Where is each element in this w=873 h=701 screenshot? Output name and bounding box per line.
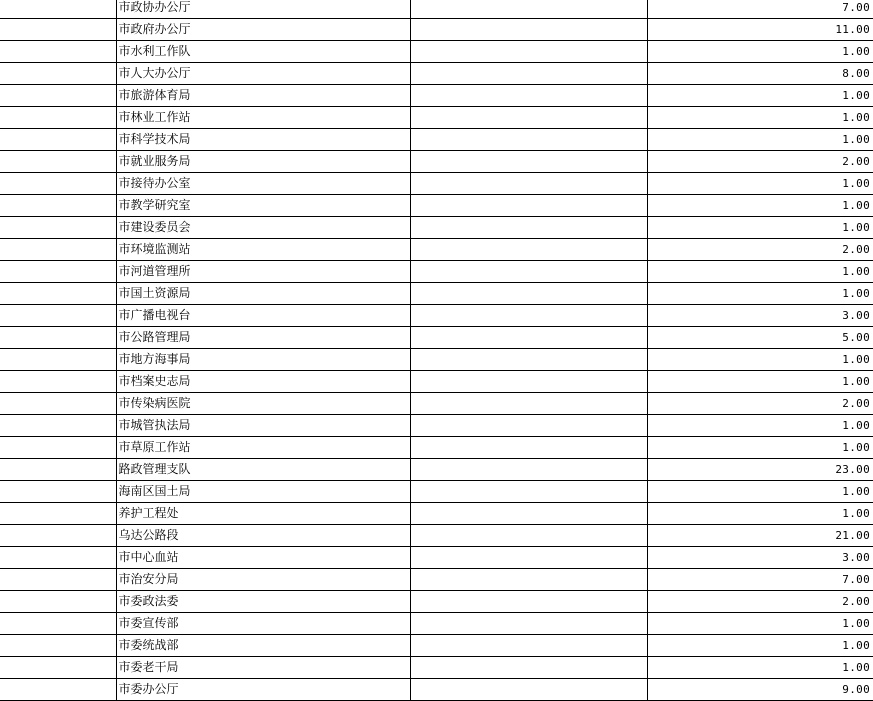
department-name-cell[interactable]: 市河道管理所: [116, 261, 410, 283]
empty-cell[interactable]: [0, 349, 116, 371]
empty-cell[interactable]: [410, 327, 647, 349]
amount-cell[interactable]: 1.00: [647, 195, 873, 217]
empty-cell[interactable]: [0, 547, 116, 569]
amount-cell[interactable]: 1.00: [647, 173, 873, 195]
empty-cell[interactable]: [410, 151, 647, 173]
department-name-cell[interactable]: 市城管执法局: [116, 415, 410, 437]
amount-cell[interactable]: 9.00: [647, 679, 873, 701]
empty-cell[interactable]: [0, 679, 116, 701]
empty-cell[interactable]: [410, 239, 647, 261]
department-name-cell[interactable]: 海南区国土局: [116, 481, 410, 503]
department-name-cell[interactable]: 市旅游体育局: [116, 85, 410, 107]
empty-cell[interactable]: [0, 371, 116, 393]
empty-cell[interactable]: [410, 85, 647, 107]
empty-cell[interactable]: [0, 217, 116, 239]
department-name-cell[interactable]: 市建设委员会: [116, 217, 410, 239]
empty-cell[interactable]: [0, 591, 116, 613]
empty-cell[interactable]: [410, 437, 647, 459]
table-row: [0, 0, 873, 19]
table-row: [0, 503, 873, 525]
department-name-cell[interactable]: 市政府办公厅: [116, 19, 410, 41]
amount-cell[interactable]: 1.00: [647, 107, 873, 129]
empty-cell[interactable]: [410, 657, 647, 679]
table-row: [0, 283, 873, 305]
department-name-cell[interactable]: 市档案史志局: [116, 371, 410, 393]
table-row: [0, 657, 873, 679]
amount-cell[interactable]: 1.00: [647, 371, 873, 393]
table-row: [0, 217, 873, 239]
empty-cell[interactable]: [410, 481, 647, 503]
amount-cell[interactable]: 1.00: [647, 261, 873, 283]
table-row: [0, 63, 873, 85]
empty-cell[interactable]: [0, 569, 116, 591]
table-row: [0, 679, 873, 701]
empty-cell[interactable]: [410, 283, 647, 305]
table-row: [0, 635, 873, 657]
amount-cell[interactable]: 1.00: [647, 635, 873, 657]
empty-cell[interactable]: [0, 613, 116, 635]
empty-cell[interactable]: [0, 481, 116, 503]
department-name-cell[interactable]: 市科学技术局: [116, 129, 410, 151]
empty-cell[interactable]: [0, 107, 116, 129]
empty-cell[interactable]: [0, 327, 116, 349]
empty-cell[interactable]: [0, 437, 116, 459]
table-row: [0, 107, 873, 129]
empty-cell[interactable]: [410, 261, 647, 283]
empty-cell[interactable]: [410, 679, 647, 701]
empty-cell[interactable]: [0, 85, 116, 107]
amount-cell[interactable]: 7.00: [647, 0, 873, 19]
amount-cell[interactable]: 1.00: [647, 85, 873, 107]
amount-cell[interactable]: 1.00: [647, 129, 873, 151]
empty-cell[interactable]: [410, 569, 647, 591]
empty-cell[interactable]: [0, 415, 116, 437]
table-row: [0, 239, 873, 261]
empty-cell[interactable]: [0, 195, 116, 217]
department-name-cell[interactable]: 市传染病医院: [116, 393, 410, 415]
empty-cell[interactable]: [410, 349, 647, 371]
department-name-cell[interactable]: 市治安分局: [116, 569, 410, 591]
department-name-cell[interactable]: 市人大办公厅: [116, 63, 410, 85]
amount-cell[interactable]: 11.00: [647, 19, 873, 41]
table-row: [0, 591, 873, 613]
table-row: [0, 371, 873, 393]
empty-cell[interactable]: [410, 129, 647, 151]
department-name-cell[interactable]: 市草原工作站: [116, 437, 410, 459]
table-row: [0, 415, 873, 437]
empty-cell[interactable]: [410, 591, 647, 613]
empty-cell[interactable]: [0, 0, 116, 19]
department-name-cell[interactable]: 市林业工作站: [116, 107, 410, 129]
table-row: [0, 19, 873, 41]
department-name-cell[interactable]: 市委政法委: [116, 591, 410, 613]
empty-cell[interactable]: [0, 525, 116, 547]
department-name-cell[interactable]: 市国土资源局: [116, 283, 410, 305]
department-name-cell[interactable]: 市政协办公厅: [116, 0, 410, 19]
empty-cell[interactable]: [410, 19, 647, 41]
table-row: [0, 393, 873, 415]
empty-cell[interactable]: [410, 547, 647, 569]
empty-cell[interactable]: [410, 107, 647, 129]
empty-cell[interactable]: [410, 0, 647, 19]
table-row: [0, 261, 873, 283]
department-name-cell[interactable]: 市环境监测站: [116, 239, 410, 261]
amount-cell[interactable]: 23.00: [647, 459, 873, 481]
department-name-cell[interactable]: 养护工程处: [116, 503, 410, 525]
empty-cell[interactable]: [0, 261, 116, 283]
department-name-cell[interactable]: 市就业服务局: [116, 151, 410, 173]
empty-cell[interactable]: [0, 63, 116, 85]
table-row: [0, 547, 873, 569]
amount-cell[interactable]: 2.00: [647, 239, 873, 261]
empty-cell[interactable]: [0, 41, 116, 63]
empty-cell[interactable]: [410, 635, 647, 657]
table-row: [0, 481, 873, 503]
empty-cell[interactable]: [410, 217, 647, 239]
amount-cell[interactable]: 5.00: [647, 327, 873, 349]
empty-cell[interactable]: [0, 305, 116, 327]
table-row: [0, 459, 873, 481]
amount-cell[interactable]: 2.00: [647, 591, 873, 613]
amount-cell[interactable]: 2.00: [647, 151, 873, 173]
amount-cell[interactable]: 1.00: [647, 349, 873, 371]
amount-cell[interactable]: 3.00: [647, 305, 873, 327]
table-row: [0, 85, 873, 107]
empty-cell[interactable]: [410, 305, 647, 327]
empty-cell[interactable]: [0, 657, 116, 679]
amount-cell[interactable]: 21.00: [647, 525, 873, 547]
department-name-cell[interactable]: 市公路管理局: [116, 327, 410, 349]
amount-cell[interactable]: 3.00: [647, 547, 873, 569]
empty-cell[interactable]: [410, 613, 647, 635]
amount-cell[interactable]: 1.00: [647, 481, 873, 503]
department-name-cell[interactable]: 市教学研究室: [116, 195, 410, 217]
amount-cell[interactable]: 1.00: [647, 41, 873, 63]
table-row: [0, 195, 873, 217]
empty-cell[interactable]: [410, 173, 647, 195]
empty-cell[interactable]: [410, 503, 647, 525]
department-name-cell[interactable]: 市委办公厅: [116, 679, 410, 701]
empty-cell[interactable]: [410, 415, 647, 437]
empty-cell[interactable]: [410, 63, 647, 85]
empty-cell[interactable]: [410, 41, 647, 63]
empty-cell[interactable]: [0, 503, 116, 525]
table-row: [0, 327, 873, 349]
empty-cell[interactable]: [0, 239, 116, 261]
department-name-cell[interactable]: 市中心血站: [116, 547, 410, 569]
empty-cell[interactable]: [410, 459, 647, 481]
department-name-cell[interactable]: 市水利工作队: [116, 41, 410, 63]
empty-cell[interactable]: [0, 129, 116, 151]
table-row: [0, 525, 873, 547]
empty-cell[interactable]: [0, 283, 116, 305]
amount-cell[interactable]: 1.00: [647, 437, 873, 459]
department-name-cell[interactable]: 市地方海事局: [116, 349, 410, 371]
table-row: [0, 151, 873, 173]
empty-cell[interactable]: [0, 635, 116, 657]
table-row: [0, 305, 873, 327]
empty-cell[interactable]: [0, 393, 116, 415]
amount-cell[interactable]: 1.00: [647, 283, 873, 305]
department-name-cell[interactable]: 乌达公路段: [116, 525, 410, 547]
amount-cell[interactable]: 1.00: [647, 613, 873, 635]
table-row: [0, 41, 873, 63]
empty-cell[interactable]: [0, 173, 116, 195]
empty-cell[interactable]: [410, 393, 647, 415]
empty-cell[interactable]: [410, 371, 647, 393]
department-name-cell[interactable]: 市委宣传部: [116, 613, 410, 635]
amount-cell[interactable]: 1.00: [647, 217, 873, 239]
department-name-cell[interactable]: 市接待办公室: [116, 173, 410, 195]
department-name-cell[interactable]: 市广播电视台: [116, 305, 410, 327]
amount-cell[interactable]: 8.00: [647, 63, 873, 85]
amount-cell[interactable]: 7.00: [647, 569, 873, 591]
table-row: [0, 437, 873, 459]
amount-cell[interactable]: 2.00: [647, 393, 873, 415]
department-name-cell[interactable]: 市委统战部: [116, 635, 410, 657]
table-row: [0, 129, 873, 151]
table-row: [0, 613, 873, 635]
empty-cell[interactable]: [0, 151, 116, 173]
empty-cell[interactable]: [410, 525, 647, 547]
amount-cell[interactable]: 1.00: [647, 415, 873, 437]
department-name-cell[interactable]: 路政管理支队: [116, 459, 410, 481]
table-row: [0, 349, 873, 371]
table-row: [0, 173, 873, 195]
amount-cell[interactable]: 1.00: [647, 503, 873, 525]
empty-cell[interactable]: [0, 459, 116, 481]
empty-cell[interactable]: [410, 195, 647, 217]
table-row: [0, 569, 873, 591]
department-name-cell[interactable]: 市委老干局: [116, 657, 410, 679]
amount-cell[interactable]: 1.00: [647, 657, 873, 679]
empty-cell[interactable]: [0, 19, 116, 41]
